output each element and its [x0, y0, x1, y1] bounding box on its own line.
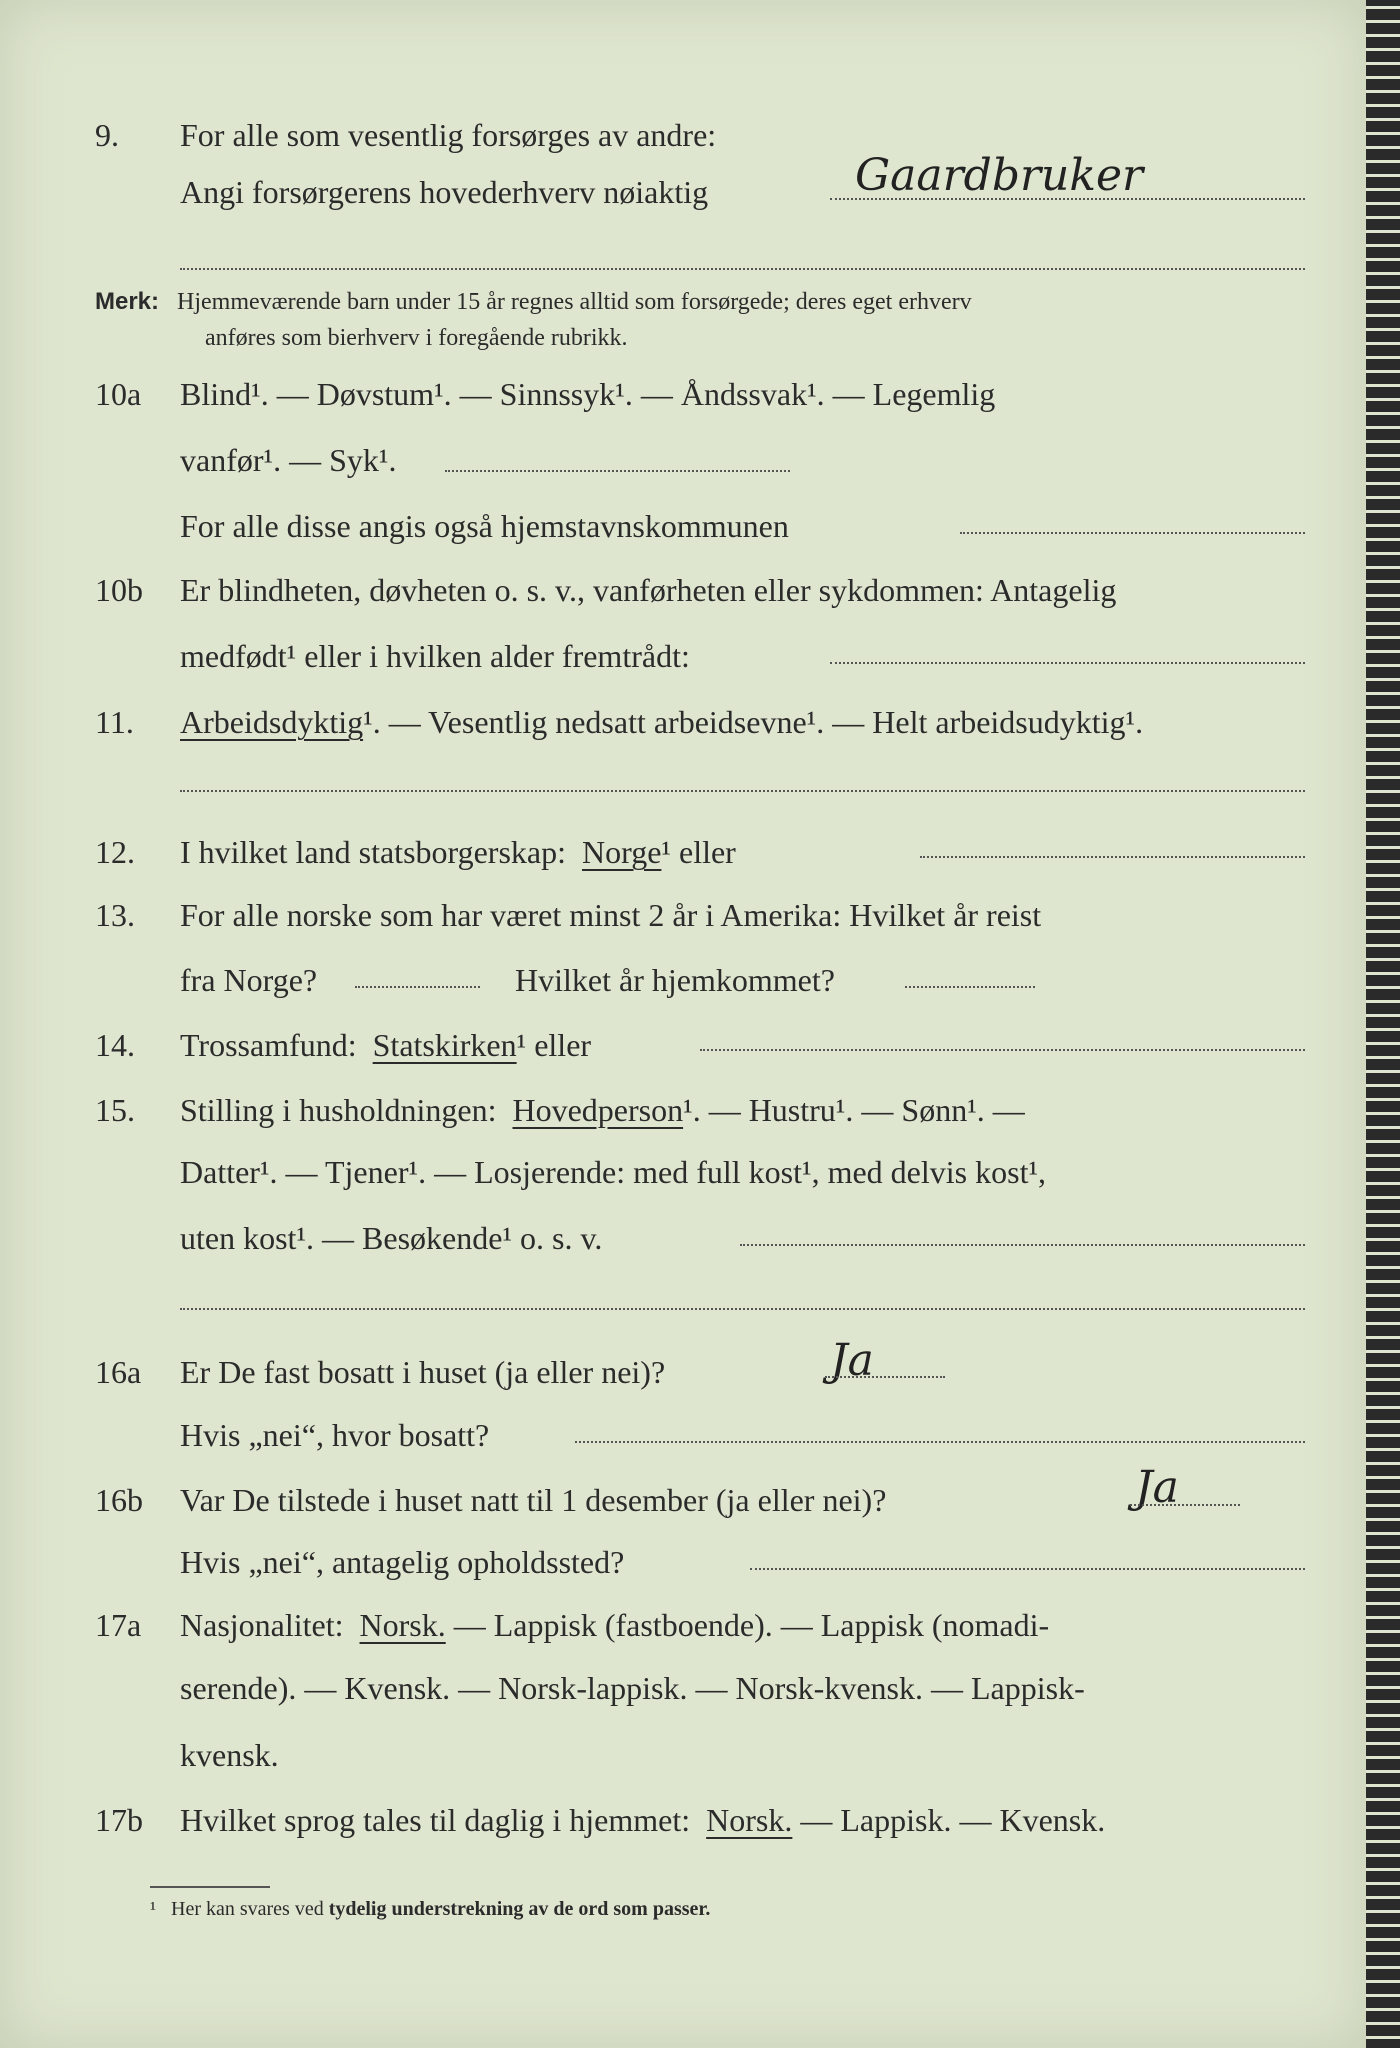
- q14-answer-line: [700, 1049, 1305, 1051]
- q9-answer: Gaardbruker: [855, 150, 1144, 201]
- q16a-answer: Ja: [830, 1335, 874, 1386]
- q11-selected-option: Arbeidsdyktig: [180, 704, 364, 740]
- q9-line2: Angi forsørgerens hovederhverv nøiaktig: [180, 174, 709, 210]
- q11-options: ¹. — Vesentlig nedsatt arbeidsevne¹. — Helt arbeidsudyktig¹.: [363, 704, 1144, 740]
- q12-number: 12.: [95, 834, 135, 870]
- q17a-question: Nasjonalitet:: [180, 1607, 344, 1643]
- q17b-options: — Lappisk. — Kvensk.: [800, 1802, 1106, 1838]
- q9-line1: For alle som vesentlig forsørges av andre:: [180, 117, 717, 153]
- q16a-residence-line: [575, 1441, 1305, 1443]
- q16b-question: Var De tilstede i huset natt til 1 desember (ja eller nei)?: [180, 1482, 887, 1518]
- footnote-rule: [150, 1886, 270, 1888]
- q10a-line2: vanfør¹. — Syk¹.: [180, 442, 397, 478]
- q16b-number: 16b: [95, 1482, 143, 1518]
- q17a-line3: kvensk.: [180, 1737, 279, 1773]
- q14-selected-option: Statskirken: [372, 1027, 517, 1063]
- footnote-bold-text: tydelig understrekning av de ord som passer.: [328, 1898, 711, 1920]
- q10b-number: 10b: [95, 572, 143, 608]
- q13-right-label: Hvilket år hjemkommet?: [515, 962, 835, 998]
- q10a-line3: For alle disse angis også hjemstavnskommunen: [180, 508, 789, 544]
- q17b-question: Hvilket sprog tales til daglig i hjemmet:: [180, 1802, 691, 1838]
- q13-line1: For alle norske som har været minst 2 år i Amerika: Hvilket år reist: [180, 897, 1042, 933]
- q10a-answer-line: [445, 470, 790, 472]
- merk-label: Merk:: [95, 288, 160, 315]
- q10a-line1: Blind¹. — Døvstum¹. — Sinnssyk¹. — Åndssvak¹. — Legemlig: [180, 376, 996, 412]
- q13-number: 13.: [95, 897, 135, 933]
- q15-line2: Datter¹. — Tjener¹. — Losjerende: med full kost¹, med delvis kost¹,: [180, 1154, 1047, 1190]
- q17a-selected-option: Norsk.: [359, 1607, 446, 1643]
- q15-answer-line: [740, 1244, 1305, 1246]
- q17a-line2: serende). — Kvensk. — Norsk-lappisk. — Norsk-kvensk. — Lappisk-: [180, 1670, 1085, 1706]
- q12-selected-option: Norge: [582, 834, 662, 870]
- q15-number: 15.: [95, 1092, 135, 1128]
- merk-line1: Hjemmeværende barn under 15 år regnes alltid som forsørgede; deres eget erhverv: [177, 289, 972, 315]
- scan-edge: [1366, 0, 1400, 2048]
- q11-number: 11.: [95, 704, 134, 740]
- q15-options: ¹. — Hustru¹. — Sønn¹. —: [683, 1092, 1025, 1128]
- q10a-home-line: [960, 532, 1305, 534]
- merk-note: [95, 285, 972, 319]
- footnote-text: Her kan svares ved: [171, 1898, 324, 1920]
- q14-or: ¹ eller: [516, 1027, 592, 1063]
- q15-question: Stilling i husholdningen:: [180, 1092, 497, 1128]
- q16b-answer: Ja: [1135, 1462, 1179, 1513]
- q14-number: 14.: [95, 1027, 135, 1063]
- q16b-stay-line: [750, 1568, 1305, 1570]
- q16a-answer-line: [825, 1376, 945, 1378]
- footnote-mark: ¹: [150, 1898, 156, 1920]
- q16b-line2: Hvis „nei“, antagelig opholdssted?: [180, 1544, 625, 1580]
- q10b-line1: Er blindheten, døvheten o. s. v., vanførheten eller sykdommen: Antagelig: [180, 572, 1117, 608]
- q16b-answer-line: [1130, 1504, 1240, 1506]
- q13-left-label: fra Norge?: [180, 962, 318, 998]
- q10b-line2: medfødt¹ eller i hvilken alder fremtrådt:: [180, 638, 690, 674]
- q12-answer-line: [920, 856, 1305, 858]
- q16a-line2: Hvis „nei“, hvor bosatt?: [180, 1417, 490, 1453]
- q17b-selected-option: Norsk.: [706, 1802, 793, 1838]
- q11-extra-line: [180, 790, 1305, 792]
- q16a-number: 16a: [95, 1354, 142, 1390]
- q17b-number: 17b: [95, 1802, 143, 1838]
- q10a-number: 10a: [95, 376, 142, 412]
- q13-right-line: [905, 986, 1035, 988]
- q13-left-line: [355, 986, 480, 988]
- footnote: [150, 1898, 710, 1921]
- q10b-answer-line: [830, 662, 1305, 664]
- q17a-options: — Lappisk (fastboende). — Lappisk (nomadi-: [453, 1607, 1050, 1643]
- q15-extra-line: [180, 1308, 1305, 1310]
- q12-question: I hvilket land statsborgerskap:: [180, 834, 566, 870]
- q15-line3: uten kost¹. — Besøkende¹ o. s. v.: [180, 1220, 603, 1256]
- q9-extra-line: [180, 268, 1305, 270]
- q16a-question: Er De fast bosatt i huset (ja eller nei)?: [180, 1354, 666, 1390]
- q17a-number: 17a: [95, 1607, 142, 1643]
- q12-or: ¹ eller: [661, 834, 736, 870]
- q14-question: Trossamfund:: [180, 1027, 357, 1063]
- q9-number: 9.: [95, 117, 119, 153]
- merk-line2: anføres som bierhverv i foregående rubrikk.: [205, 325, 628, 351]
- q15-selected-option: Hovedperson: [512, 1092, 684, 1128]
